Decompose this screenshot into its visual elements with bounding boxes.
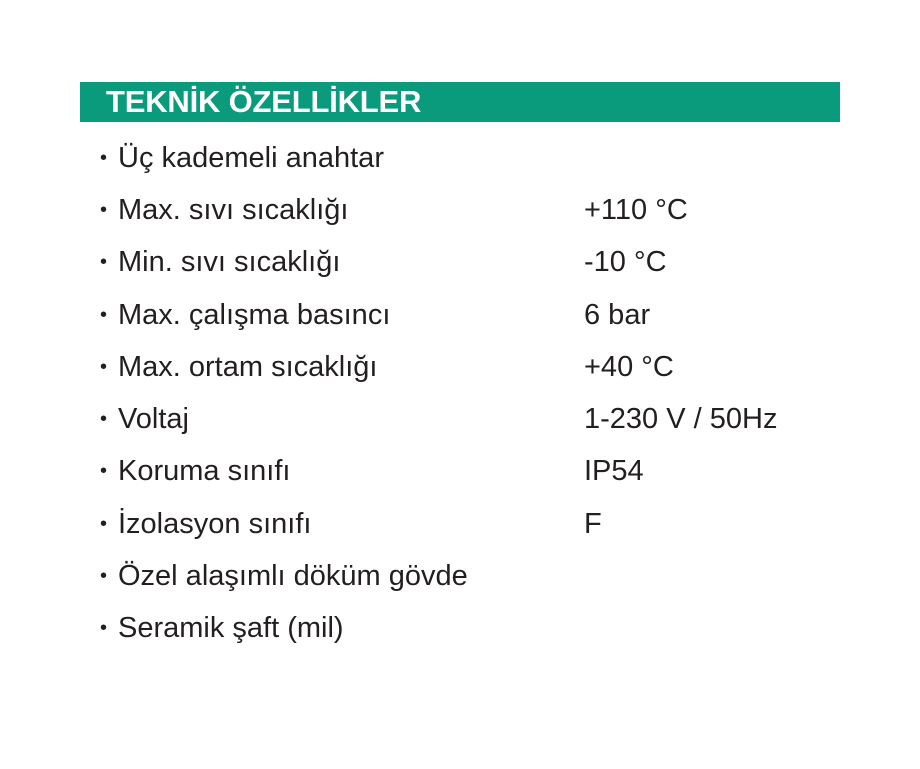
spec-value: F [584,507,602,540]
bullet-icon: • [100,617,108,640]
spec-row [100,237,777,289]
spec-label: Koruma sınıfı [118,455,291,488]
spec-label: Min. sıvı sıcaklığı [118,246,341,279]
bullet-icon: • [100,251,108,274]
spec-label: Max. sıvı sıcaklığı [118,193,349,226]
spec-value: 6 bar [584,298,651,331]
spec-row [100,498,777,550]
bullet-icon: • [100,408,108,431]
spec-value: IP54 [584,455,644,488]
bullet-icon: • [100,565,108,588]
spec-label: Max. çalışma basıncı [118,298,391,331]
spec-row [100,603,777,655]
spec-row [100,393,777,445]
spec-label: Max. ortam sıcaklığı [118,350,378,383]
spec-list [100,132,777,655]
spec-value: 1-230 V / 50Hz [584,403,778,436]
spec-value: -10 °C [584,246,667,279]
spec-row [100,184,777,236]
bullet-icon: • [100,303,108,326]
spec-row [100,446,777,498]
section-title: TEKNİK ÖZELLİKLER [106,84,422,119]
spec-row [100,550,777,602]
spec-row [100,289,777,341]
bullet-icon: • [100,146,108,169]
bullet-icon: • [100,198,108,221]
bullet-icon: • [100,460,108,483]
spec-label: Özel alaşımlı döküm gövde [118,560,468,593]
spec-value: +40 °C [584,350,674,383]
spec-value: +110 °C [584,193,688,226]
spec-label: Üç kademeli anahtar [118,141,384,174]
bullet-icon: • [100,512,108,535]
spec-label: Seramik şaft (mil) [118,612,344,645]
spec-label: İzolasyon sınıfı [118,507,312,540]
spec-row [100,132,777,184]
spec-label: Voltaj [118,403,189,436]
section-header [80,82,840,122]
bullet-icon: • [100,355,108,378]
spec-row [100,341,777,393]
